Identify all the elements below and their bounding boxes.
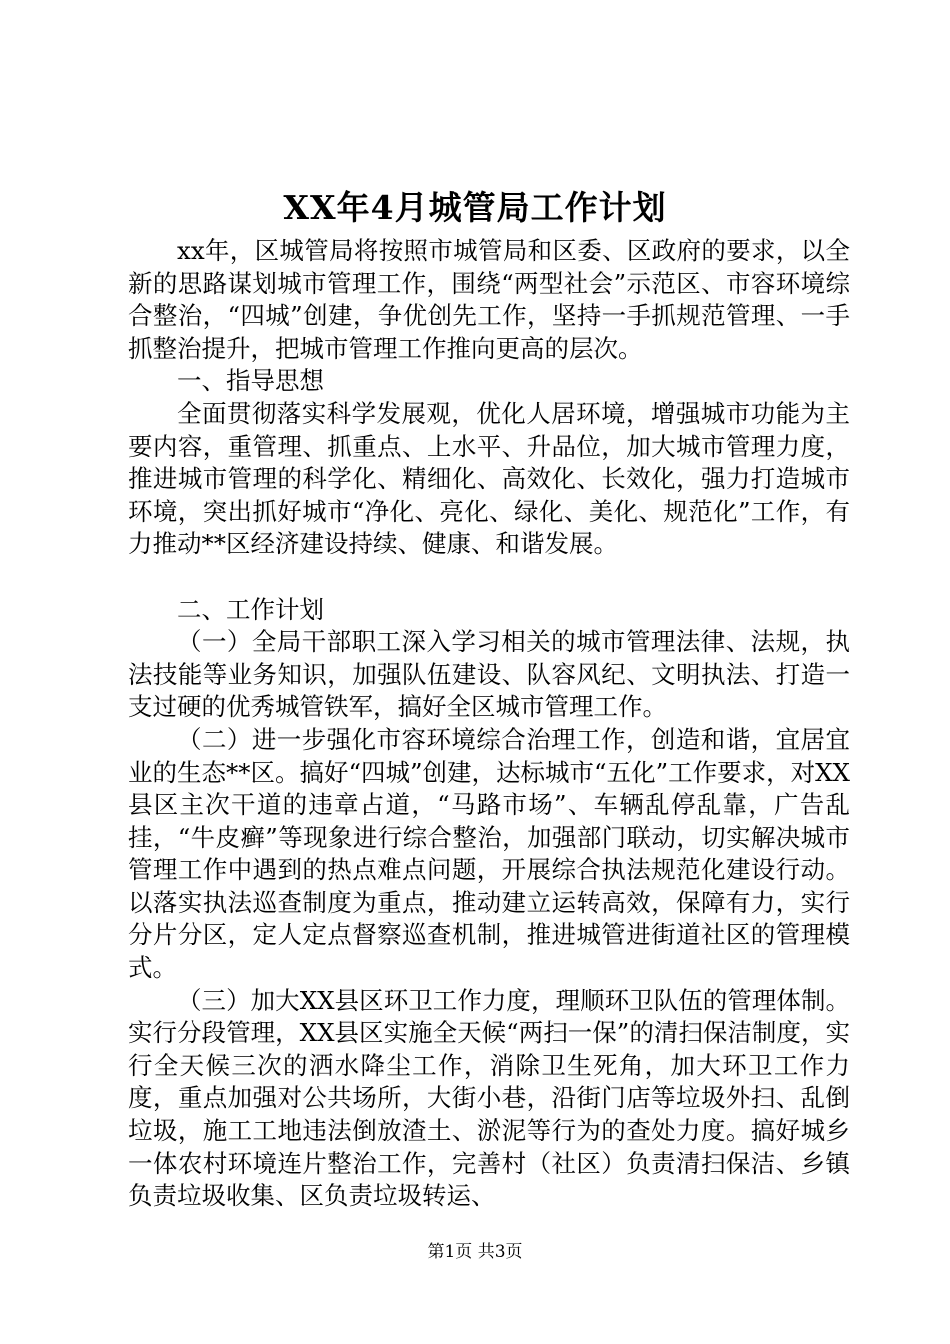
work-plan-item-1: （一）全局干部职工深入学习相关的城市管理法律、法规，执法技能等业务知识，加强队伍建设、队容风纪、文明执法、打造一支过硬的优秀城管铁军，搞好全区城市管理工作。 xyxy=(128,627,850,722)
document-body xyxy=(128,235,850,1213)
section-heading-work-plan: 二、工作计划 xyxy=(177,594,324,624)
page-footer: 第1页 共3页 xyxy=(427,1242,523,1262)
intro-paragraph: xx年，区城管局将按照市城管局和区委、区政府的要求，以全新的思路谋划城市管理工作，围绕“两型社会”示范区、市容环境综合整治，“四城”创建，争优创先工作，坚持一手抓规范管理、一手抓整治提升，把城市管理工作推向更高的层次。 xyxy=(128,236,850,363)
document-title: XX年4月城管局工作计划 xyxy=(283,188,667,227)
work-plan-item-3: （三）加大XX县区环卫工作力度，理顺环卫队伍的管理体制。实行分段管理，XX县区实施全天候“两扫一保”的清扫保洁制度，实行全天候三次的洒水降尘工作，消除卫生死角，加大环卫工作力度，重点加强对公共场所，大街小巷，沿街门店等垃圾外扫、乱倒垃圾，施工工地违法倒放渣土、淤泥等行为的查处力度。搞好城乡一体农村环境连片整治工作，完善村（社区）负责清扫保洁、乡镇负责垃圾收集、区负责垃圾转运、 xyxy=(128,985,850,1211)
guiding-thought-paragraph: 全面贯彻落实科学发展观，优化人居环境，增强城市功能为主要内容，重管理、抓重点、上水平、升品位，加大城市管理力度，推进城市管理的科学化、精细化、高效化、长效化，强力打造城市环境，突出抓好城市“净化、亮化、绿化、美化、规范化”工作，有力推动**区经济建设持续、健康、和谐发展。 xyxy=(128,398,850,559)
section-heading-guiding-thought: 一、指导思想 xyxy=(177,366,324,396)
work-plan-item-2: （二）进一步强化市容环境综合治理工作，创造和谐，宜居宜业的生态**区。搞好“四城”创建，达标城市“五化”工作要求，对XX县区主次干道的违章占道，“马路市场”、车辆乱停乱靠，广告乱挂，“牛皮癣”等现象进行综合整治，加强部门联动，切实解决城市管理工作中遇到的热点难点问题，开展综合执法规范化建设行动。以落实执法巡查制度为重点，推动建立运转高效，保障有力，实行分片分区，定人定点督察巡查机制，推进城管进街道社区的管理模式。 xyxy=(128,724,850,983)
